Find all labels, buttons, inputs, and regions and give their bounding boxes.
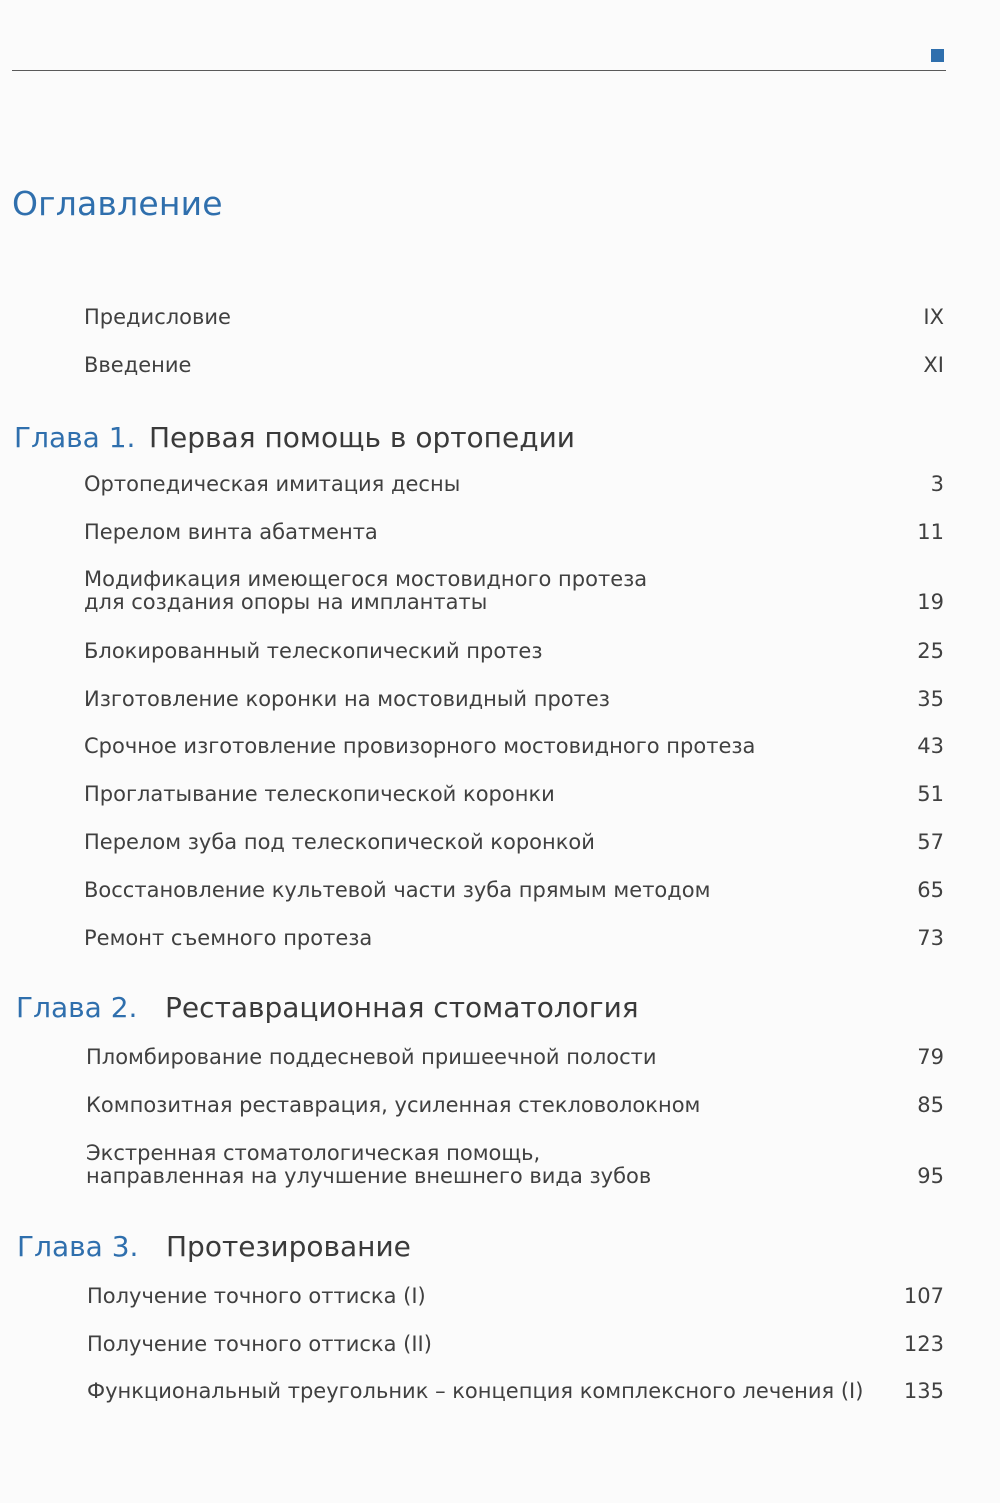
entry-page-number: 57	[917, 830, 944, 854]
square-marker-icon	[931, 49, 944, 62]
entry-page-number: 35	[917, 687, 944, 711]
chapter-title: Протезирование	[166, 1230, 411, 1263]
entry-page-number: 123	[903, 1332, 944, 1356]
entry-label-line-2: для создания опоры на имплантаты	[84, 590, 488, 614]
entry-label: Срочное изготовление провизорного мостовидного протеза	[84, 734, 756, 758]
entry-label: Перелом винта абатмента	[84, 520, 378, 544]
chapter-number: Глава 2.	[16, 991, 138, 1024]
entry-page-number: 135	[903, 1379, 944, 1403]
entry-label: Получение точного оттиска (I)	[87, 1284, 426, 1308]
page-title: Оглавление	[12, 184, 223, 223]
chapter-title: Реставрационная стоматология	[165, 991, 639, 1024]
entry-page-number: 79	[917, 1045, 944, 1069]
entry-page-number: 43	[917, 734, 944, 758]
entry-page-number: 85	[917, 1093, 944, 1117]
entry-page-number: 73	[917, 926, 944, 950]
entry-page-number: IX	[923, 305, 944, 329]
entry-page-number: 65	[917, 878, 944, 902]
chapter-title: Первая помощь в ортопедии	[149, 421, 575, 454]
entry-page-number: 51	[917, 782, 944, 806]
entry-label-line-2: направленная на улучшение внешнего вида зубов	[86, 1164, 652, 1188]
entry-page-number: XI	[923, 353, 944, 377]
chapter-number: Глава 1.	[14, 421, 136, 454]
entry-label: Функциональный треугольник – концепция комплексного лечения (I)	[87, 1379, 864, 1403]
entry-label: Изготовление коронки на мостовидный протез	[84, 687, 610, 711]
entry-page-number: 19	[917, 590, 944, 614]
entry-page-number: 25	[917, 639, 944, 663]
entry-label: Ремонт съемного протеза	[84, 926, 373, 950]
entry-label-line-1: Экстренная стоматологическая помощь,	[86, 1141, 541, 1165]
entry-page-number: 11	[917, 520, 944, 544]
entry-page-number: 95	[917, 1164, 944, 1188]
entry-label: Пломбирование поддесневой пришеечной полости	[86, 1045, 657, 1069]
entry-label: Получение точного оттиска (II)	[87, 1332, 432, 1356]
entry-page-number: 3	[930, 472, 944, 496]
entry-label: Проглатывание телескопической коронки	[84, 782, 555, 806]
entry-label: Восстановление культевой части зуба прямым методом	[84, 878, 711, 902]
entry-page-number: 107	[903, 1284, 944, 1308]
entry-label: Композитная реставрация, усиленная стекловолокном	[86, 1093, 701, 1117]
header-rule	[12, 70, 946, 71]
chapter-number: Глава 3.	[17, 1230, 139, 1263]
entry-label: Ортопедическая имитация десны	[84, 472, 461, 496]
entry-label: Блокированный телескопический протез	[84, 639, 543, 663]
entry-label: Предисловие	[84, 305, 231, 329]
entry-label-line-1: Модификация имеющегося мостовидного протеза	[84, 567, 648, 591]
entry-label: Введение	[84, 353, 192, 377]
entry-label: Перелом зуба под телескопической коронкой	[84, 830, 595, 854]
